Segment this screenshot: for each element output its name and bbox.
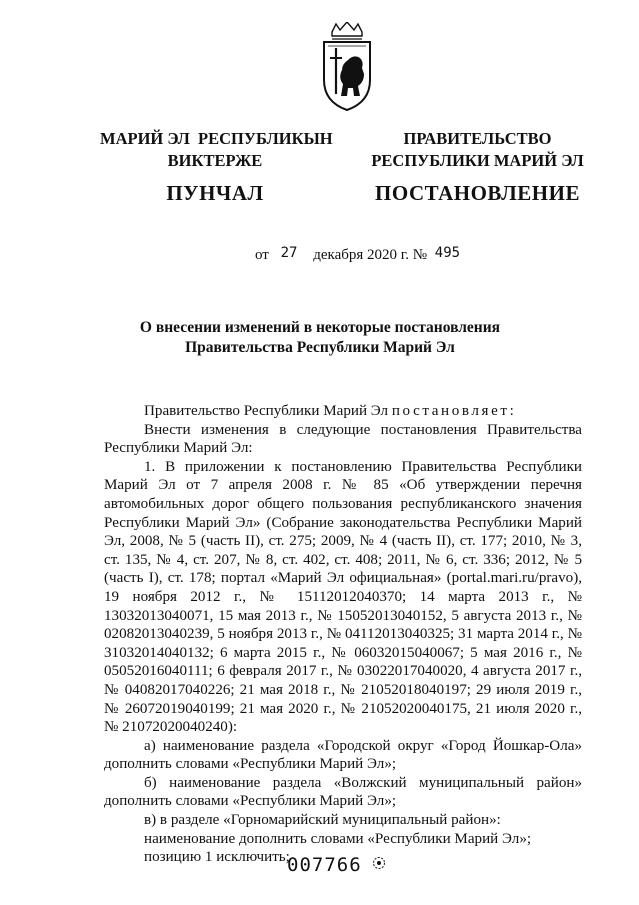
decree-title-line1: О внесении изменений в некоторые постановления bbox=[139, 319, 501, 336]
decree-title bbox=[120, 318, 520, 358]
decree-body bbox=[104, 402, 582, 867]
decree-date-line bbox=[255, 247, 460, 264]
header-left-line2: ВИКТЕРЖЕ bbox=[167, 151, 263, 170]
body-paragraph-item-v-2: позицию 1 исключить; bbox=[144, 849, 290, 866]
serial-number: 007766 bbox=[287, 854, 362, 876]
date-month-year: декабря 2020 г. № bbox=[313, 247, 428, 263]
header-right bbox=[370, 128, 585, 206]
body-paragraph-item-1: 1. В приложении к постановлению Правительства Республики Марий Эл от 7 апреля 2008 г. № 85 «Об утверждении перечня автомобильных дорог общего пользования республиканского значения Республики Марий Эл» (Собрание законодательства Республики Марий Эл, 2008, № 5 (часть II), ст. 275; 2009, № 4 (часть II), ст. 177; 2010, № 3, ст. 135, № 4, ст. 207, № 8, ст. 402, ст. 408; 2011, № 6, ст. 336; 2012, № 5 (часть I), ст. 178; портал «Марий Эл официальная» (portal.mari.ru/pravo), 19 ноября 2012 г., № 15112012040370; 14 марта 2013 г., № 13032013040071, 15 мая 2013 г., № 15052013040152, 5 августа 2013 г., № 02082013040239, 5 ноября 2013 г., № 04112013040325; 31 марта 2014 г., № 31032014040132; 6 марта 2015 г., № 06032015040067; 5 мая 2016 г., № 05052016040111; 6 февраля 2017 г., № 03022017040020, 4 августа 2017 г., № 04082017040226; 21 мая 2018 г., № 21052018040197; 29 июля 2019 г., № 26072019040199; 21 мая 2020 г., № 21052020040175, 21 июля 2020 г., № 21072020040240): bbox=[104, 458, 582, 736]
coat-of-arms-icon bbox=[318, 22, 376, 112]
body-paragraph-preamble bbox=[104, 402, 582, 421]
body-paragraph-item-v-1: наименование дополнить словами «Республики Марий Эл»; bbox=[144, 830, 532, 847]
header-right-line2: РЕСПУБЛИКИ МАРИЙ ЭЛ bbox=[371, 151, 584, 170]
date-day: 27 bbox=[280, 245, 298, 261]
header-left bbox=[100, 128, 333, 206]
body-paragraph-item-b: б) наименование раздела «Волжский муниципальный район» дополнить словами «Республики Марий Эл»; bbox=[104, 774, 582, 810]
asterisk-mark-icon bbox=[372, 856, 386, 870]
body-paragraph-intro: Внести изменения в следующие постановления Правительства Республики Марий Эл: bbox=[104, 421, 582, 457]
preamble-subject: Правительство Республики Марий Эл bbox=[144, 403, 389, 419]
header-left-doc: ПУНЧАЛ bbox=[166, 181, 264, 205]
decree-title-line2: Правительства Республики Марий Эл bbox=[185, 339, 455, 356]
body-paragraph-item-a: а) наименование раздела «Городской округ «Город Йошкар-Ола» дополнить словами «Республики Марий Эл»; bbox=[104, 737, 582, 773]
preamble-verb: постановляет: bbox=[391, 403, 517, 419]
date-prefix: от bbox=[255, 247, 269, 263]
header-left-line1: МАРИЙ ЭЛ РЕСПУБЛИКЫН bbox=[100, 129, 333, 148]
body-paragraph-item-v: в) в разделе «Горномарийский муниципальный район»: bbox=[144, 812, 501, 829]
header-right-line1: ПРАВИТЕЛЬСТВО bbox=[403, 129, 552, 148]
header-right-doc: ПОСТАНОВЛЕНИЕ bbox=[375, 181, 580, 205]
decree-number: 495 bbox=[434, 245, 461, 261]
